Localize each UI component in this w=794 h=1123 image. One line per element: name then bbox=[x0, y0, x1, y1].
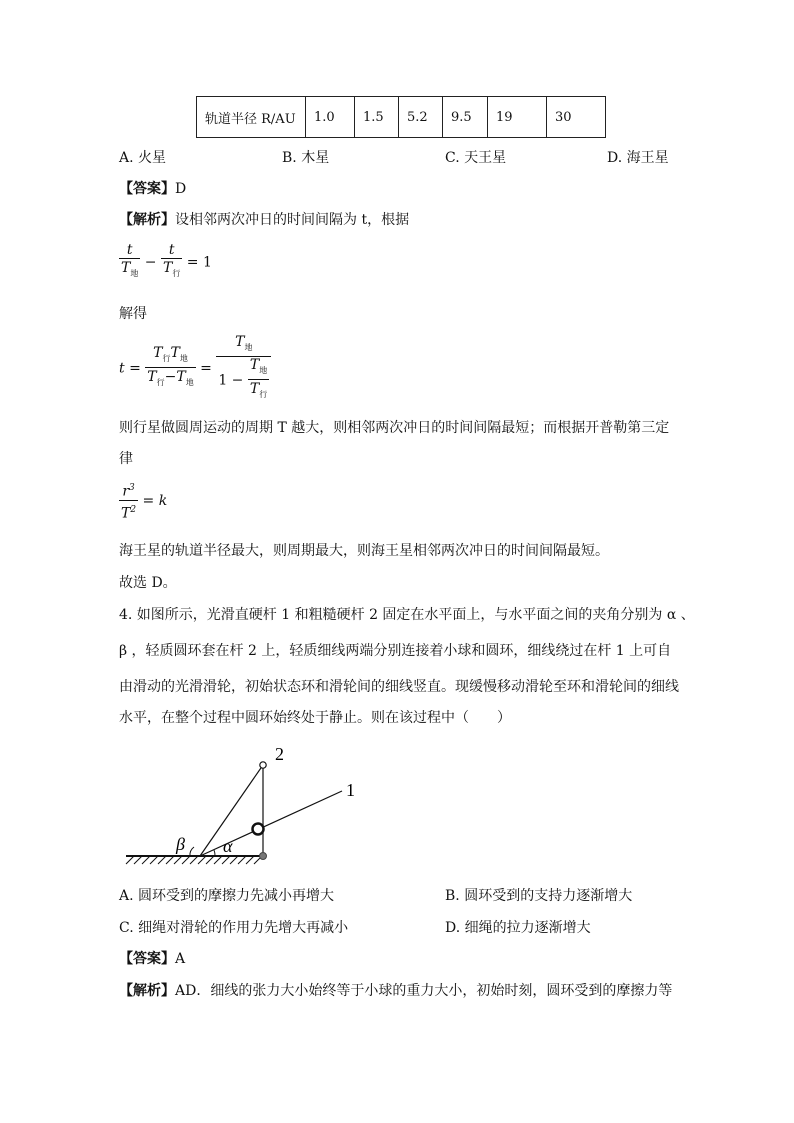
analysis-text: AD．细线的张力大小始终等于小球的重力大小，初始时刻，圆环受到的摩擦力等 bbox=[175, 983, 673, 999]
fraction: $\frac{t}{T_地}$ bbox=[121, 242, 139, 278]
table-cell: 1.0 bbox=[306, 97, 355, 138]
option-a: A. 火星 bbox=[119, 150, 167, 166]
table-cell: 1.5 bbox=[355, 97, 399, 138]
equation-solution: t = $\frac{T_行T_地}{T_行-T_地}$ = $T_地$ 1 − $\frac{T_地}{T_行}$ bbox=[119, 334, 271, 403]
question-4-text: 水平，在整个过程中圆环始终处于静止。则在该过程中（ ） bbox=[119, 710, 511, 726]
conclusion: 故选 D。 bbox=[119, 575, 177, 591]
equation-synodic: $\frac{t}{T_地}$ − $\frac{t}{T_行}$ = 1 bbox=[119, 242, 212, 283]
solve-word: 解得 bbox=[119, 306, 147, 322]
question-4-text: 由滑动的光滑滑轮，初始状态环和滑轮间的细线竖直。现缓慢移动滑轮至环和滑轮间的细线 bbox=[119, 679, 679, 695]
option-c: C. 细绳对滑轮的作用力先增大再减小 bbox=[119, 920, 349, 936]
ball bbox=[260, 853, 267, 860]
ground-hatching bbox=[126, 856, 262, 864]
option-c: C. 天王星 bbox=[445, 150, 507, 166]
table-cell: 9.5 bbox=[443, 97, 488, 138]
table-row bbox=[197, 97, 606, 138]
answer-label: 【答案】 bbox=[119, 951, 175, 967]
table-cell: 19 bbox=[488, 97, 547, 138]
table-cell: 5.2 bbox=[399, 97, 443, 138]
question-4-text: β ，轻质圆环套在杆 2 上，轻质细线两端分别连接着小球和圆环，细线绕过在杆 1 上可自 bbox=[119, 643, 672, 659]
fraction: $T_地$ 1 − $\frac{T_地}{T_行}$ bbox=[216, 334, 271, 403]
rod-pulley-figure bbox=[120, 740, 380, 870]
fraction: $\frac{r^3}{T^2}$ bbox=[119, 480, 138, 522]
analysis-text: 律 bbox=[119, 451, 133, 467]
answer-label: 【答案】 bbox=[119, 181, 175, 197]
fraction: $\frac{T_行T_地}{T_行-T_地}$ bbox=[147, 345, 194, 387]
pulley bbox=[260, 762, 266, 768]
question-4-text: 4. 如图所示，光滑直硬杆 1 和粗糙硬杆 2 固定在水平面上，与水平面之间的夹角分别为 α 、 bbox=[119, 607, 695, 623]
analysis-label: 【解析】 bbox=[119, 983, 175, 999]
fraction: $\frac{t}{T_行}$ bbox=[162, 242, 181, 278]
analysis-line bbox=[119, 980, 672, 1000]
option-b: B. 木星 bbox=[282, 150, 330, 166]
label-alpha: α bbox=[223, 836, 233, 856]
answer-line bbox=[119, 178, 186, 198]
option-b: B. 圆环受到的支持力逐渐增大 bbox=[445, 888, 633, 904]
option-a: A. 圆环受到的摩擦力先减小再增大 bbox=[119, 888, 335, 904]
analysis-line bbox=[119, 209, 409, 229]
table-header-cell: 轨道半径 R/AU bbox=[197, 97, 306, 138]
analysis-label: 【解析】 bbox=[119, 212, 175, 228]
option-d: D. 细绳的拉力逐渐增大 bbox=[445, 920, 591, 936]
beta-arc bbox=[190, 847, 194, 856]
label-2: 2 bbox=[275, 744, 284, 764]
label-1: 1 bbox=[346, 780, 355, 800]
analysis-text: 设相邻两次冲日的时间间隔为 t，根据 bbox=[175, 212, 410, 228]
answer-line bbox=[119, 948, 185, 968]
analysis-text: 则行星做圆周运动的周期 T 越大，则相邻两次冲日的时间间隔最短；而根据开普勒第三定 bbox=[119, 420, 670, 436]
option-d: D. 海王星 bbox=[607, 150, 669, 166]
answer-value: D bbox=[175, 181, 187, 197]
answer-value: A bbox=[175, 951, 186, 967]
table-cell: 30 bbox=[547, 97, 606, 138]
analysis-text: 海王星的轨道半径最大，则周期最大，则海王星相邻两次冲日的时间间隔最短。 bbox=[119, 543, 609, 559]
label-beta: β bbox=[176, 834, 185, 854]
equation-kepler: $\frac{r^3}{T^2}$ = k bbox=[119, 480, 167, 522]
orbit-radius-table bbox=[196, 96, 606, 138]
rod-1 bbox=[200, 791, 342, 856]
ring bbox=[253, 824, 264, 835]
